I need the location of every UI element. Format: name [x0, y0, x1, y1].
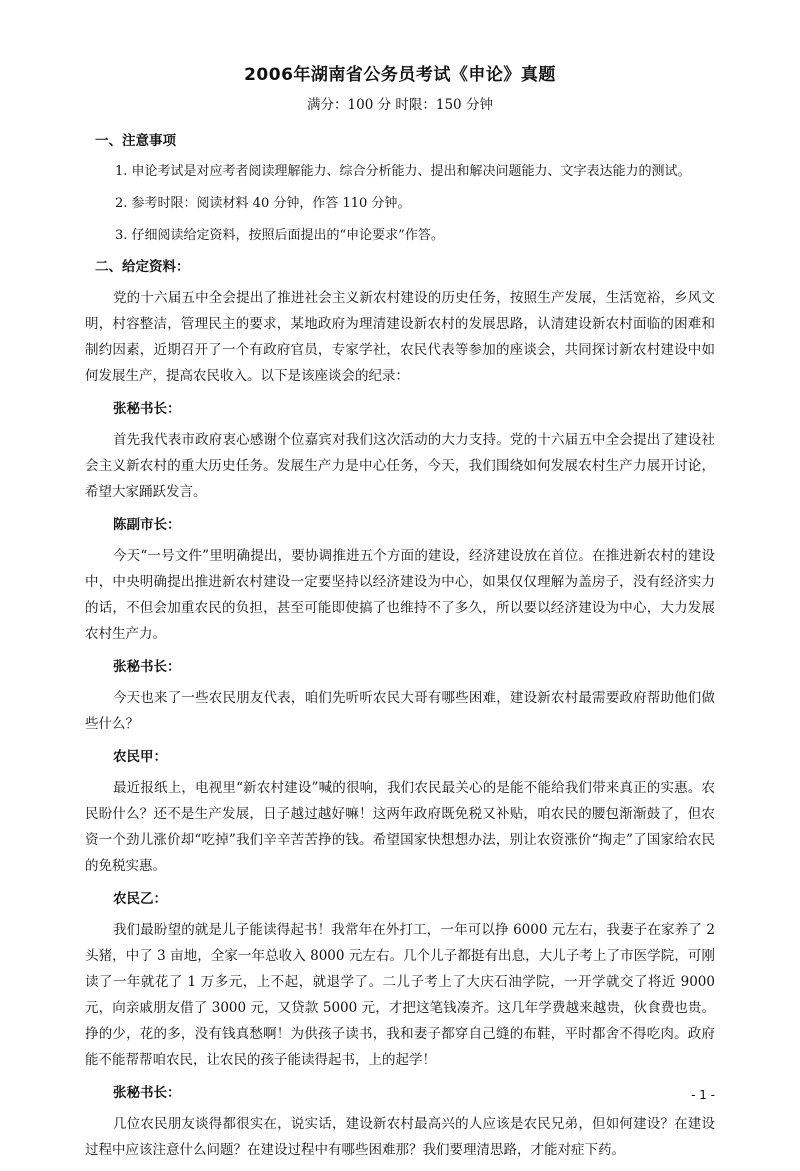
- exam-info: 满分：100 分 时限：150 分钟: [307, 97, 493, 113]
- speech-paragraph: 我们最盼望的就是儿子能读得起书！我常年在外打工，一年可以挣 6000 元左右，我妻子在家养了 2 头猪，中了 3 亩地，全家一年总收入 8000 元左右。几个儿子都挺有出息，大儿子考上了市医学院，可刚读了一年就花了 1 万多元，上不起，就退学了。二儿子考上了大庆石油学院，一开学就交了将近 9000 元，向亲戚朋友借了 3000 元，又贷款 5000 元，才把这笔钱凑齐。这几年学费越来越贵，伙食费也贵。挣的少，花的多，没有钱真愁啊！为供孩子读书，我和妻子都穿自己缝的布鞋，平时都舍不得吃肉。政府能不能帮帮咱农民，让农民的孩子能读得起书，上的起学！: [85, 922, 715, 1068]
- speaker-label: 陈副市长：: [113, 517, 181, 533]
- speech-paragraph: 最近报纸上，电视里“新农村建设”喊的很响，我们农民最关心的是能不能给我们带来真正的实惠。农民盼什么？还不是生产发展，日子越过越好嘛！这两年政府既免税又补贴，咱农民的腰包渐渐鼓了，但农资一个劲儿涨价却“吃掉”我们辛辛苦苦挣的钱。希望国家快想想办法，别让农资涨价“掏走”了国家给农民的免税实惠。: [85, 780, 715, 874]
- speaker-label: 张秘书长：: [113, 401, 181, 417]
- speaker-label: 张秘书长：: [113, 1085, 181, 1101]
- speech-paragraph: 首先我代表市政府衷心感谢个位嘉宾对我们这次活动的大力支持。党的十六届五中全会提出了建设社会主义新农村的重大历史任务。发展生产力是中心任务，今天，我们围绕如何发展农村生产力展开讨论，希望大家踊跃发言。: [85, 432, 715, 500]
- speaker-label: 农民甲：: [113, 749, 167, 765]
- note-item: 3. 仔细阅读给定资料，按照后面提出的“申论要求”作答。: [115, 228, 444, 243]
- speaker-label: 农民乙：: [113, 891, 167, 907]
- speaker-label: 张秘书长：: [113, 659, 181, 675]
- section-heading-notes: 一、注意事项: [95, 133, 176, 149]
- speech-paragraph: 今天也来了一些农民朋友代表，咱们先听听农民大哥有哪些困难，建设新农村最需要政府帮助他们做些什么？: [85, 690, 715, 732]
- section-heading-materials: 二、给定资料：: [95, 259, 190, 275]
- intro-paragraph: 党的十六届五中全会提出了推进社会主义新农村建设的历史任务，按照生产发展，生活宽裕，乡风文明，村容整洁，管理民主的要求，某地政府为理清建设新农村的发展思路，认清建设新农村面临的困难和制约因素，近期召开了一个有政府官员，专家学社，农民代表等参加的座谈会，共同探讨新农村建设中如何发展生产，提高农民收入。以下是该座谈会的纪录：: [85, 290, 715, 384]
- note-item: 1. 申论考试是对应考者阅读理解能力、综合分析能力、提出和解决问题能力、文字表达能力的测试。: [115, 164, 691, 179]
- page-number: - 1 -: [691, 1088, 715, 1102]
- note-item: 2. 参考时限：阅读材料 40 分钟，作答 110 分钟。: [115, 196, 411, 211]
- document-title: 2006年湖南省公务员考试《申论》真题: [244, 65, 556, 85]
- speech-paragraph: 几位农民朋友谈得都很实在，说实话，建设新农村最高兴的人应该是农民兄弟，但如何建设？在建设过程中应该注意什么问题？在建设过程中有哪些困难那？我们要理清思路，才能对症下药。: [85, 1116, 715, 1158]
- speech-paragraph: 今天“一号文件”里明确提出，要协调推进五个方面的建设，经济建设放在首位。在推进新农村的建设中，中央明确提出推进新农村建设一定要坚持以经济建设为中心，如果仅仅理解为盖房子，没有经济实力的话，不但会加重农民的负担，甚至可能即使搞了也维持不了多久，所以要以经济建设为中心，大力发展农村生产力。: [85, 548, 715, 642]
- document-page: [85, 60, 715, 1171]
